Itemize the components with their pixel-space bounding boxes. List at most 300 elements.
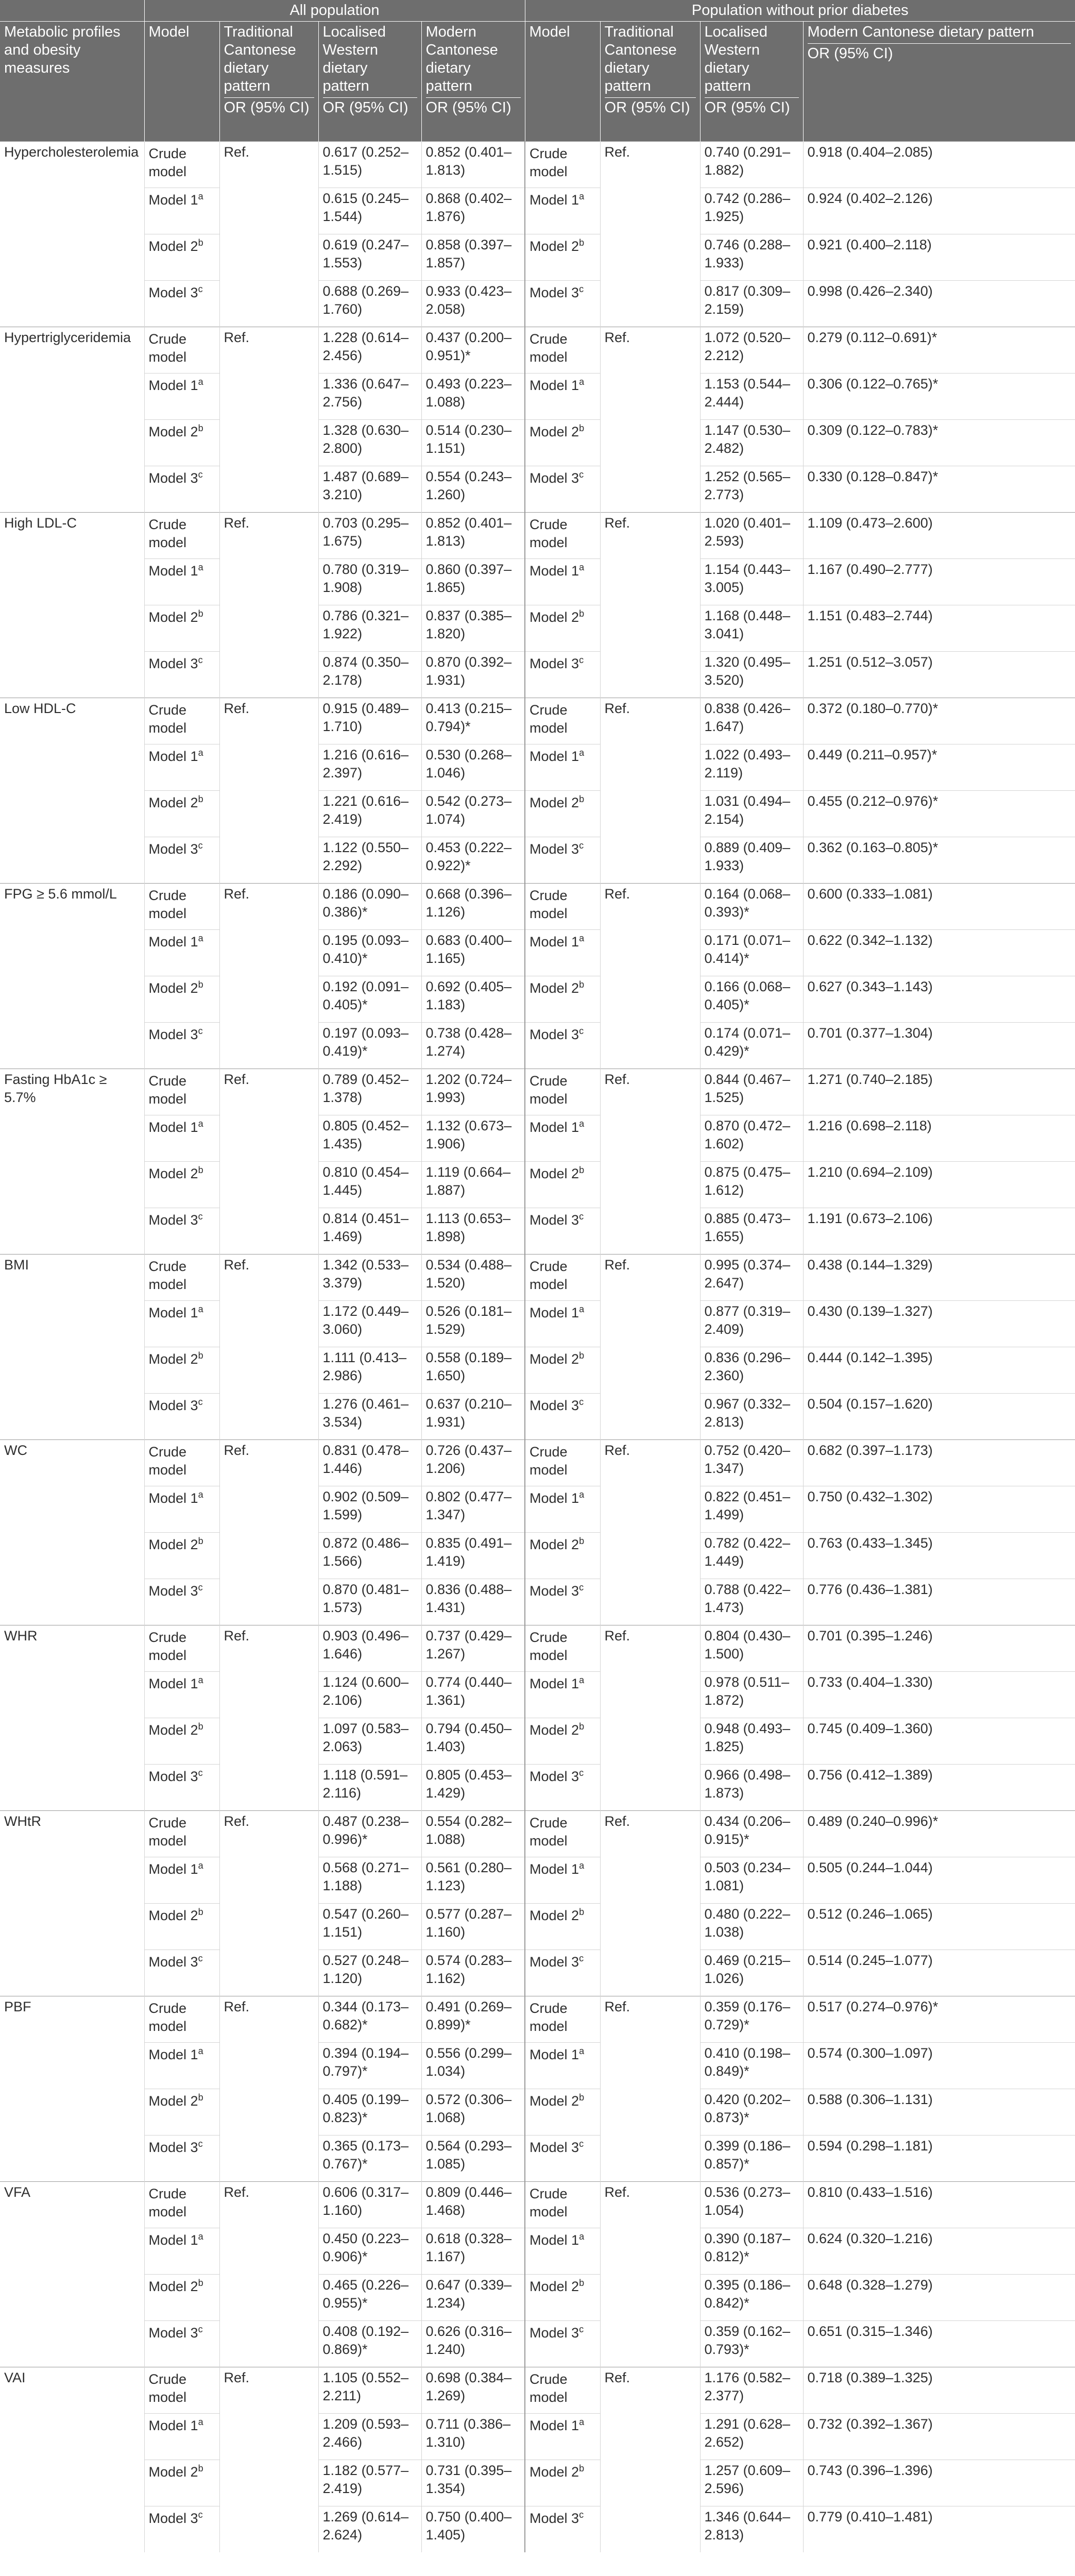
- or-western-nd: 1.154 (0.443–3.005): [700, 559, 803, 605]
- reference-cell-nd: Ref.: [600, 884, 700, 1069]
- model-name-text: Crude model: [148, 1444, 187, 1478]
- model-name-nd: [525, 1811, 600, 1857]
- model-name-nd: [525, 188, 600, 234]
- reference-cell: Ref.: [219, 513, 318, 698]
- model-name-text: Crude model: [530, 2186, 568, 2219]
- reference-cell: Ref.: [219, 1811, 318, 1996]
- or-western-all: 1.209 (0.593–2.466): [318, 2414, 421, 2460]
- or-modern-all: 0.858 (0.397–1.857): [421, 234, 525, 281]
- model-name-text: Model 3: [148, 2325, 198, 2341]
- model-name-text: Model 3: [148, 1398, 198, 1413]
- or-modern-nd: 0.279 (0.112–0.691)*: [803, 327, 1075, 374]
- reference-cell: Ref.: [219, 142, 318, 327]
- model-name-nd: [525, 1950, 600, 1996]
- or-modern-nd: 0.430 (0.139–1.327): [803, 1301, 1075, 1347]
- or-modern-nd: 0.505 (0.244–1.044): [803, 1857, 1075, 1904]
- measure-label: Low HDL-C: [0, 698, 144, 884]
- model-sup: b: [579, 794, 585, 804]
- model-name: [144, 698, 219, 744]
- or-western-all: 0.617 (0.252–1.515): [318, 142, 421, 188]
- model-name-nd: [525, 744, 600, 791]
- or-western-all: 0.195 (0.093–0.410)*: [318, 930, 421, 976]
- measure-label: BMI: [0, 1255, 144, 1440]
- table-row: [0, 1718, 1075, 1765]
- model-name-text: Model 1: [148, 1490, 198, 1506]
- model-name-text: Model 3: [530, 2140, 579, 2155]
- or-modern-all: 0.554 (0.282–1.088): [421, 1811, 525, 1857]
- table-row: [0, 466, 1075, 513]
- model-name-text: Model 2: [148, 424, 198, 439]
- or-western-all: 1.342 (0.533–3.379): [318, 1255, 421, 1301]
- or-western-all: 0.874 (0.350–2.178): [318, 652, 421, 698]
- header-group-no-diabetes: Population without prior diabetes: [525, 0, 1075, 22]
- or-modern-all: 1.202 (0.724–1.993): [421, 1069, 525, 1115]
- model-sup: c: [579, 2510, 584, 2520]
- model-sup: c: [579, 284, 584, 294]
- or-western-all: 0.780 (0.319–1.908): [318, 559, 421, 605]
- or-modern-nd: 0.330 (0.128–0.847)*: [803, 466, 1075, 513]
- model-name-nd: [525, 2228, 600, 2275]
- model-name: [144, 1486, 219, 1533]
- model-sup: a: [579, 1304, 585, 1314]
- model-name-text: Model 3: [148, 2140, 198, 2155]
- table-row: [0, 1625, 1075, 1672]
- table-row: [0, 1440, 1075, 1486]
- measure-label: WC: [0, 1440, 144, 1625]
- measure-label: VAI: [0, 2367, 144, 2553]
- model-name: [144, 1811, 219, 1857]
- model-name-text: Model 1: [530, 2047, 579, 2062]
- header-ci-label: OR (95% CI): [605, 97, 696, 117]
- model-sup: b: [198, 2092, 203, 2103]
- model-sup: b: [579, 2278, 585, 2288]
- model-name-nd: [525, 2136, 600, 2182]
- model-name-text: Model 3: [148, 1583, 198, 1599]
- or-modern-all: 0.637 (0.210–1.931): [421, 1394, 525, 1440]
- model-name-nd: [525, 374, 600, 420]
- header-western-all: [318, 22, 421, 142]
- model-sup: b: [198, 2463, 203, 2473]
- model-name: [144, 605, 219, 652]
- reference-cell: Ref.: [219, 1440, 318, 1625]
- model-name-text: Model 3: [148, 1954, 198, 1970]
- model-sup: b: [579, 423, 585, 433]
- model-name-text: Model 1: [148, 2418, 198, 2433]
- or-modern-nd: 0.372 (0.180–0.770)*: [803, 698, 1075, 744]
- table-row: [0, 1162, 1075, 1208]
- model-name-nd: [525, 2043, 600, 2089]
- or-western-nd: 0.166 (0.068–0.405)*: [700, 976, 803, 1023]
- or-modern-nd: 1.109 (0.473–2.600): [803, 513, 1075, 559]
- reference-cell-nd: Ref.: [600, 1069, 700, 1255]
- header-traditional-nd-label: Traditional Cantonese dietary pattern: [604, 24, 677, 94]
- model-name-text: Model 3: [148, 1212, 198, 1228]
- header-western-all-label: Localised Western dietary pattern: [322, 24, 386, 94]
- or-western-nd: 0.359 (0.162–0.793)*: [700, 2321, 803, 2367]
- model-name-text: Model 1: [530, 1676, 579, 1691]
- or-modern-nd: 0.455 (0.212–0.976)*: [803, 791, 1075, 837]
- or-modern-all: 0.554 (0.243–1.260): [421, 466, 525, 513]
- or-western-all: 0.408 (0.192–0.869)*: [318, 2321, 421, 2367]
- model-name-text: Model 1: [530, 1120, 579, 1135]
- or-western-all: 1.221 (0.616–2.419): [318, 791, 421, 837]
- model-name-text: Model 3: [530, 470, 579, 486]
- model-name-text: Model 2: [148, 1722, 198, 1738]
- model-name-text: Model 2: [530, 1908, 579, 1923]
- model-name: [144, 1672, 219, 1718]
- or-modern-nd: 0.588 (0.306–1.131): [803, 2089, 1075, 2136]
- model-name-nd: [525, 2460, 600, 2506]
- or-western-all: 0.606 (0.317–1.160): [318, 2182, 421, 2228]
- table-row: [0, 1023, 1075, 1069]
- or-modern-all: 0.737 (0.429–1.267): [421, 1625, 525, 1672]
- reference-cell: Ref.: [219, 2367, 318, 2553]
- model-name-nd: [525, 1069, 600, 1115]
- model-name: [144, 420, 219, 466]
- or-modern-all: 0.556 (0.299–1.034): [421, 2043, 525, 2089]
- or-modern-nd: 0.763 (0.433–1.345): [803, 1533, 1075, 1579]
- model-name-text: Model 2: [148, 1908, 198, 1923]
- model-name: [144, 1533, 219, 1579]
- model-sup: a: [198, 748, 203, 758]
- or-western-nd: 0.746 (0.288–1.933): [700, 234, 803, 281]
- model-name-text: Crude model: [148, 1073, 187, 1107]
- model-sup: a: [198, 1489, 203, 1500]
- or-modern-all: 0.805 (0.453–1.429): [421, 1765, 525, 1811]
- or-modern-all: 0.852 (0.401–1.813): [421, 513, 525, 559]
- model-name-text: Model 2: [530, 1166, 579, 1181]
- model-name: [144, 2414, 219, 2460]
- model-sup: a: [198, 377, 203, 387]
- reference-cell-nd: Ref.: [600, 327, 700, 513]
- table-row: [0, 1857, 1075, 1904]
- model-name-nd: [525, 466, 600, 513]
- or-western-all: 0.870 (0.481–1.573): [318, 1579, 421, 1625]
- or-modern-all: 0.618 (0.328–1.167): [421, 2228, 525, 2275]
- model-name-text: Model 1: [530, 2418, 579, 2433]
- model-sup: c: [198, 1953, 203, 1963]
- header-modern-all-label: Modern Cantonese dietary pattern: [425, 24, 498, 94]
- or-modern-all: 0.692 (0.405–1.183): [421, 976, 525, 1023]
- model-sup: c: [579, 655, 584, 665]
- table-body: [0, 142, 1075, 2553]
- model-sup: b: [198, 1536, 203, 1546]
- model-sup: b: [198, 1721, 203, 1732]
- measure-label: Hypercholesterolemia: [0, 142, 144, 327]
- or-modern-all: 0.626 (0.316–1.240): [421, 2321, 525, 2367]
- or-western-nd: 0.889 (0.409–1.933): [700, 837, 803, 884]
- or-modern-all: 0.564 (0.293–1.085): [421, 2136, 525, 2182]
- or-modern-nd: 0.998 (0.426–2.340): [803, 281, 1075, 327]
- model-name-text: Crude model: [530, 517, 568, 550]
- or-western-all: 0.789 (0.452–1.378): [318, 1069, 421, 1115]
- or-western-all: 0.786 (0.321–1.922): [318, 605, 421, 652]
- or-western-all: 0.619 (0.247–1.553): [318, 234, 421, 281]
- model-sup: a: [198, 2231, 203, 2242]
- or-modern-all: 0.837 (0.385–1.820): [421, 605, 525, 652]
- or-western-nd: 1.153 (0.544–2.444): [700, 374, 803, 420]
- or-modern-nd: 0.682 (0.397–1.173): [803, 1440, 1075, 1486]
- or-western-all: 0.186 (0.090–0.386)*: [318, 884, 421, 930]
- model-sup: a: [579, 377, 585, 387]
- model-sup: c: [198, 1026, 203, 1036]
- or-modern-all: 0.413 (0.215–0.794)*: [421, 698, 525, 744]
- or-western-all: 0.365 (0.173–0.767)*: [318, 2136, 421, 2182]
- or-modern-nd: 0.362 (0.163–0.805)*: [803, 837, 1075, 884]
- model-name: [144, 1255, 219, 1301]
- model-sup: c: [198, 1582, 203, 1592]
- header-row-columns: [0, 22, 1075, 142]
- table-row: [0, 744, 1075, 791]
- model-name-text: Model 1: [148, 749, 198, 764]
- or-modern-nd: 0.924 (0.402–2.126): [803, 188, 1075, 234]
- model-name: [144, 1440, 219, 1486]
- or-modern-all: 0.526 (0.181–1.529): [421, 1301, 525, 1347]
- table-row: [0, 2367, 1075, 2414]
- reference-cell-nd: Ref.: [600, 698, 700, 884]
- model-name-text: Crude model: [530, 1630, 568, 1663]
- model-name: [144, 1765, 219, 1811]
- or-modern-all: 0.491 (0.269–0.899)*: [421, 1996, 525, 2043]
- model-name-nd: [525, 1533, 600, 1579]
- or-modern-all: 0.647 (0.339–1.234): [421, 2275, 525, 2321]
- or-modern-nd: 0.622 (0.342–1.132): [803, 930, 1075, 976]
- model-name-nd: [525, 837, 600, 884]
- or-modern-all: 0.933 (0.423–2.058): [421, 281, 525, 327]
- model-name-text: Model 3: [530, 841, 579, 857]
- or-western-nd: 1.257 (0.609–2.596): [700, 2460, 803, 2506]
- model-name: [144, 1996, 219, 2043]
- model-name-nd: [525, 1255, 600, 1301]
- reference-cell: Ref.: [219, 698, 318, 884]
- model-name-text: Crude model: [530, 146, 568, 179]
- model-name-text: Model 2: [148, 1537, 198, 1552]
- or-western-nd: 1.320 (0.495–3.520): [700, 652, 803, 698]
- model-sup: b: [579, 1536, 585, 1546]
- model-sup: c: [579, 1582, 584, 1592]
- model-name-text: Model 2: [530, 1722, 579, 1738]
- or-western-all: 1.336 (0.647–2.756): [318, 374, 421, 420]
- table-row: [0, 1486, 1075, 1533]
- model-sup: b: [579, 238, 585, 248]
- model-name-text: Model 1: [530, 2232, 579, 2248]
- model-sup: c: [579, 469, 584, 480]
- model-sup: b: [198, 608, 203, 619]
- model-name-text: Model 3: [530, 285, 579, 300]
- header-ci-label: OR (95% CI): [426, 97, 521, 117]
- or-western-nd: 0.995 (0.374–2.647): [700, 1255, 803, 1301]
- model-name: [144, 2506, 219, 2553]
- model-sup: c: [198, 655, 203, 665]
- model-name-text: Model 2: [530, 1351, 579, 1367]
- or-modern-nd: 0.504 (0.157–1.620): [803, 1394, 1075, 1440]
- table-row: [0, 327, 1075, 374]
- or-western-nd: 0.752 (0.420–1.347): [700, 1440, 803, 1486]
- or-modern-nd: 0.733 (0.404–1.330): [803, 1672, 1075, 1718]
- or-western-all: 0.915 (0.489–1.710): [318, 698, 421, 744]
- or-western-all: 0.688 (0.269–1.760): [318, 281, 421, 327]
- model-sup: b: [198, 423, 203, 433]
- or-modern-all: 0.561 (0.280–1.123): [421, 1857, 525, 1904]
- or-modern-nd: 0.745 (0.409–1.360): [803, 1718, 1075, 1765]
- model-name: [144, 2182, 219, 2228]
- model-name-nd: [525, 884, 600, 930]
- model-name-text: Model 1: [530, 563, 579, 579]
- or-modern-all: 0.698 (0.384–1.269): [421, 2367, 525, 2414]
- model-name-text: Crude model: [530, 2001, 568, 2034]
- or-modern-all: 0.794 (0.450–1.403): [421, 1718, 525, 1765]
- header-traditional-no-diabetes: [600, 22, 700, 142]
- or-modern-nd: 1.210 (0.694–2.109): [803, 1162, 1075, 1208]
- reference-cell: Ref.: [219, 1255, 318, 1440]
- model-name-text: Model 2: [148, 2279, 198, 2294]
- model-name-text: Crude model: [530, 888, 568, 921]
- model-name: [144, 1904, 219, 1950]
- or-western-nd: 0.948 (0.493–1.825): [700, 1718, 803, 1765]
- header-modern-nd-label: Modern Cantonese dietary pattern: [807, 24, 1034, 40]
- model-name-text: Model 2: [530, 2093, 579, 2109]
- or-western-all: 0.810 (0.454–1.445): [318, 1162, 421, 1208]
- or-modern-nd: 0.594 (0.298–1.181): [803, 2136, 1075, 2182]
- or-western-all: 0.814 (0.451–1.469): [318, 1208, 421, 1255]
- model-name: [144, 1069, 219, 1115]
- or-modern-nd: 0.444 (0.142–1.395): [803, 1347, 1075, 1394]
- model-name-text: Crude model: [148, 2371, 187, 2405]
- model-name: [144, 1579, 219, 1625]
- or-western-all: 1.105 (0.552–2.211): [318, 2367, 421, 2414]
- or-modern-nd: 0.779 (0.410–1.481): [803, 2506, 1075, 2553]
- model-name-text: Crude model: [148, 1815, 187, 1849]
- model-sup: b: [579, 1350, 585, 1361]
- table-row: [0, 652, 1075, 698]
- model-name-nd: [525, 1672, 600, 1718]
- model-name-nd: [525, 1765, 600, 1811]
- model-name-nd: [525, 2182, 600, 2228]
- table-row: [0, 420, 1075, 466]
- model-name: [144, 1394, 219, 1440]
- model-name: [144, 791, 219, 837]
- model-name: [144, 2043, 219, 2089]
- or-western-nd: 1.147 (0.530–2.482): [700, 420, 803, 466]
- model-name-text: Model 1: [530, 934, 579, 950]
- table-row: [0, 1904, 1075, 1950]
- model-name-nd: [525, 1115, 600, 1162]
- table-row: [0, 698, 1075, 744]
- or-western-nd: 0.804 (0.430–1.500): [700, 1625, 803, 1672]
- or-western-nd: 1.020 (0.401–2.593): [700, 513, 803, 559]
- table-row: [0, 2228, 1075, 2275]
- model-sup: c: [579, 2139, 584, 2149]
- or-western-nd: 0.164 (0.068–0.393)*: [700, 884, 803, 930]
- or-western-all: 1.487 (0.689–3.210): [318, 466, 421, 513]
- or-western-nd: 0.844 (0.467–1.525): [700, 1069, 803, 1115]
- model-name: [144, 327, 219, 374]
- table-row: [0, 1950, 1075, 1996]
- model-name-text: Model 3: [530, 1027, 579, 1042]
- or-western-nd: 1.168 (0.448–3.041): [700, 605, 803, 652]
- model-name-nd: [525, 1904, 600, 1950]
- model-name: [144, 466, 219, 513]
- or-western-all: 1.328 (0.630–2.800): [318, 420, 421, 466]
- model-name-nd: [525, 1440, 600, 1486]
- model-name-nd: [525, 2089, 600, 2136]
- model-sup: b: [579, 1907, 585, 1917]
- table-row: [0, 1996, 1075, 2043]
- model-sup: b: [579, 2463, 585, 2473]
- or-western-all: 1.111 (0.413–2.986): [318, 1347, 421, 1394]
- model-sup: a: [579, 2231, 585, 2242]
- reference-cell-nd: Ref.: [600, 1625, 700, 1811]
- or-western-all: 0.344 (0.173–0.682)*: [318, 1996, 421, 2043]
- model-name-text: Model 1: [148, 1305, 198, 1320]
- table-row: [0, 513, 1075, 559]
- model-name: [144, 2228, 219, 2275]
- or-western-all: 0.568 (0.271–1.188): [318, 1857, 421, 1904]
- reference-cell: Ref.: [219, 327, 318, 513]
- reference-cell: Ref.: [219, 1625, 318, 1811]
- model-name-text: Crude model: [148, 702, 187, 736]
- header-ci-label: OR (95% CI): [224, 97, 314, 117]
- model-name: [144, 1625, 219, 1672]
- model-name-nd: [525, 513, 600, 559]
- model-name-text: Model 2: [148, 2093, 198, 2109]
- model-name-text: Model 3: [148, 1769, 198, 1784]
- table-row: [0, 1208, 1075, 1255]
- or-western-nd: 1.346 (0.644–2.813): [700, 2506, 803, 2553]
- model-name-text: Crude model: [148, 1630, 187, 1663]
- header-modern-no-diabetes: [803, 22, 1075, 142]
- model-name: [144, 976, 219, 1023]
- or-western-nd: 1.252 (0.565–2.773): [700, 466, 803, 513]
- or-modern-nd: 1.216 (0.698–2.118): [803, 1115, 1075, 1162]
- model-name: [144, 837, 219, 884]
- model-name-nd: [525, 281, 600, 327]
- or-modern-all: 0.774 (0.440–1.361): [421, 1672, 525, 1718]
- or-western-nd: 0.410 (0.198–0.849)*: [700, 2043, 803, 2089]
- model-name-text: Model 3: [148, 1027, 198, 1042]
- model-sup: c: [198, 469, 203, 480]
- model-name-nd: [525, 652, 600, 698]
- table-row: [0, 142, 1075, 188]
- or-western-nd: 0.434 (0.206–0.915)*: [700, 1811, 803, 1857]
- model-name-text: Model 2: [530, 609, 579, 625]
- or-western-nd: 0.742 (0.286–1.925): [700, 188, 803, 234]
- model-sup: b: [579, 1165, 585, 1175]
- model-name-text: Model 1: [148, 378, 198, 393]
- or-modern-all: 0.835 (0.491–1.419): [421, 1533, 525, 1579]
- model-name: [144, 2275, 219, 2321]
- or-modern-all: 0.514 (0.230–1.151): [421, 420, 525, 466]
- model-name-text: Crude model: [148, 2001, 187, 2034]
- model-name: [144, 930, 219, 976]
- model-name-text: Crude model: [148, 517, 187, 550]
- model-sup: c: [198, 2139, 203, 2149]
- or-western-all: 0.465 (0.226–0.955)*: [318, 2275, 421, 2321]
- model-name-text: Model 3: [530, 1583, 579, 1599]
- table-row: [0, 2043, 1075, 2089]
- model-name-text: Model 1: [148, 2232, 198, 2248]
- or-modern-nd: 1.271 (0.740–2.185): [803, 1069, 1075, 1115]
- model-name-text: Model 3: [530, 1769, 579, 1784]
- or-modern-all: 0.731 (0.395–1.354): [421, 2460, 525, 2506]
- or-western-nd: 0.817 (0.309–2.159): [700, 281, 803, 327]
- or-western-nd: 0.359 (0.176–0.729)*: [700, 1996, 803, 2043]
- model-name-nd: [525, 698, 600, 744]
- or-modern-nd: 0.600 (0.333–1.081): [803, 884, 1075, 930]
- model-name-nd: [525, 930, 600, 976]
- header-traditional-all: [219, 22, 318, 142]
- table-row: [0, 234, 1075, 281]
